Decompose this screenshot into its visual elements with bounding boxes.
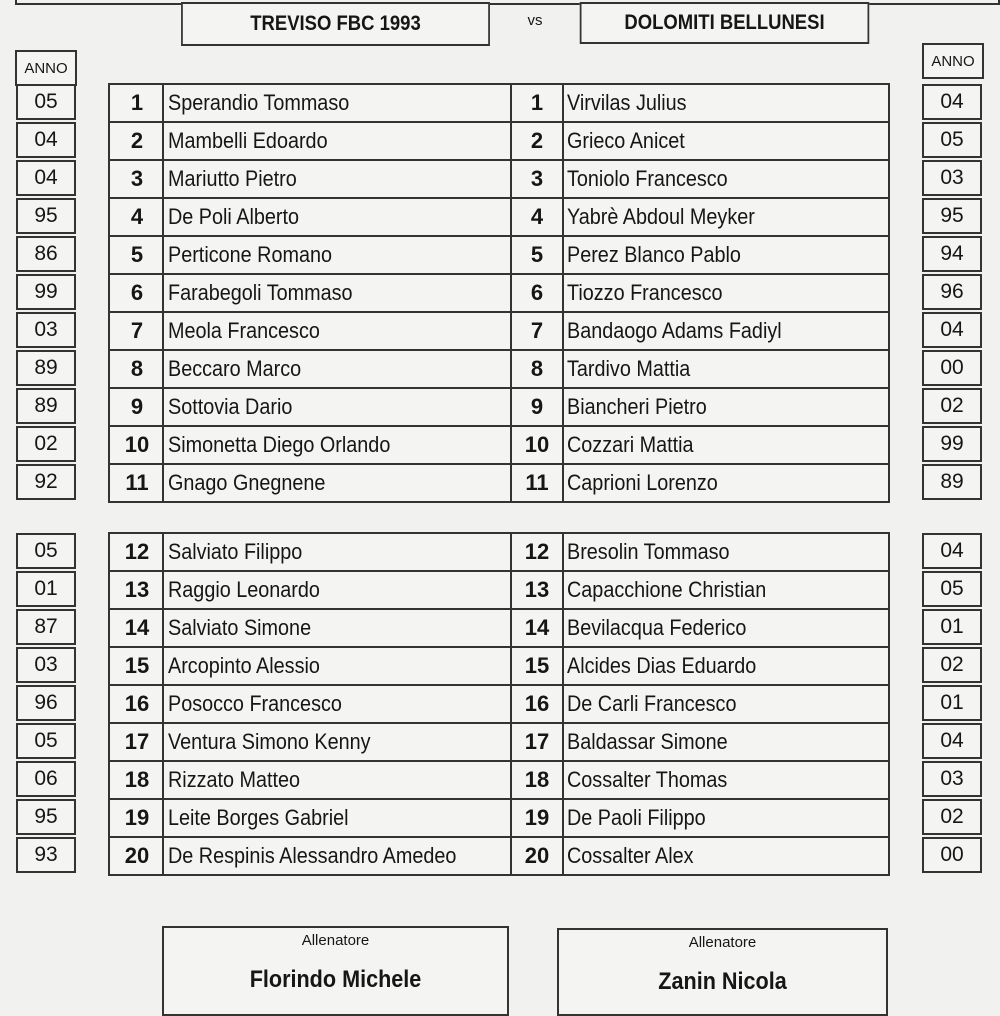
home-player-name: De Respinis Alessandro Amedeo xyxy=(168,843,457,868)
away-birth-year: 02 xyxy=(922,647,982,683)
away-birth-year: 89 xyxy=(922,464,982,500)
home-birth-year: 95 xyxy=(16,799,76,835)
away-player-number: 13 xyxy=(524,577,550,602)
home-player-name: Sottovia Dario xyxy=(168,394,293,419)
away-player-name: Cozzari Mattia xyxy=(567,432,694,457)
home-player-number: 15 xyxy=(124,653,150,678)
home-player-number: 19 xyxy=(124,805,150,830)
home-coach-name: Florindo Michele xyxy=(249,966,422,993)
home-player-name: Ventura Simono Kenny xyxy=(168,729,371,754)
home-birth-year: 87 xyxy=(16,609,76,645)
home-player-number: 4 xyxy=(130,204,144,229)
away-player-number: 18 xyxy=(524,767,550,792)
player-row xyxy=(110,275,888,313)
away-coach-box xyxy=(557,928,888,1016)
away-player-name: Perez Blanco Pablo xyxy=(567,242,741,267)
home-player-number: 17 xyxy=(124,729,150,754)
away-birth-year: 94 xyxy=(922,236,982,272)
away-birth-year: 03 xyxy=(922,160,982,196)
away-birth-year: 01 xyxy=(922,685,982,721)
home-player-name: Simonetta Diego Orlando xyxy=(168,432,391,457)
home-birth-year: 92 xyxy=(16,464,76,500)
player-row xyxy=(110,534,888,572)
home-player-number: 2 xyxy=(130,128,144,153)
away-player-name: Yabrè Abdoul Meyker xyxy=(567,204,755,229)
home-player-number: 20 xyxy=(124,843,150,868)
home-birth-year: 89 xyxy=(16,350,76,386)
home-birth-year: 05 xyxy=(16,533,76,569)
away-birth-year: 02 xyxy=(922,799,982,835)
home-player-name: Farabegoli Tommaso xyxy=(168,280,353,305)
away-player-number: 16 xyxy=(524,691,550,716)
player-row xyxy=(110,724,888,762)
home-birth-year: 93 xyxy=(16,837,76,873)
away-birth-year: 04 xyxy=(922,312,982,348)
away-team-name: DOLOMITI BELLUNESI xyxy=(580,2,870,44)
away-birth-year: 02 xyxy=(922,388,982,424)
player-row xyxy=(110,686,888,724)
player-row xyxy=(110,237,888,275)
home-player-name: Beccaro Marco xyxy=(168,356,302,381)
player-row xyxy=(110,648,888,686)
home-player-name: Rizzato Matteo xyxy=(168,767,301,792)
away-player-number: 1 xyxy=(530,90,544,115)
away-player-name: Bandaogo Adams Fadiyl xyxy=(567,318,782,343)
home-player-number: 10 xyxy=(124,432,150,457)
away-player-number: 17 xyxy=(524,729,550,754)
away-player-number: 4 xyxy=(530,204,544,229)
player-row xyxy=(110,427,888,465)
home-player-name: Salviato Simone xyxy=(168,615,312,640)
away-player-name: Cossalter Thomas xyxy=(567,767,728,792)
away-player-name: De Carli Francesco xyxy=(567,691,737,716)
home-player-name: De Poli Alberto xyxy=(168,204,299,229)
away-player-name: Baldassar Simone xyxy=(567,729,728,754)
away-birth-year: 04 xyxy=(922,533,982,569)
away-birth-year: 05 xyxy=(922,571,982,607)
home-player-name: Gnago Gnegnene xyxy=(168,470,326,495)
home-player-number: 8 xyxy=(130,356,144,381)
home-birth-year: 99 xyxy=(16,274,76,310)
home-birth-year: 02 xyxy=(16,426,76,462)
away-player-number: 7 xyxy=(530,318,544,343)
away-player-number: 19 xyxy=(524,805,550,830)
home-birth-year: 01 xyxy=(16,571,76,607)
home-birth-year: 96 xyxy=(16,685,76,721)
player-row xyxy=(110,762,888,800)
home-player-name: Arcopinto Alessio xyxy=(168,653,320,678)
home-player-name: Leite Borges Gabriel xyxy=(168,805,349,830)
home-player-number: 11 xyxy=(125,470,149,495)
away-birth-year: 00 xyxy=(922,837,982,873)
home-player-number: 3 xyxy=(130,166,144,191)
home-player-number: 13 xyxy=(124,577,150,602)
away-player-number: 2 xyxy=(530,128,544,153)
away-birth-year: 96 xyxy=(922,274,982,310)
home-player-name: Mariutto Pietro xyxy=(168,166,297,191)
home-birth-year: 05 xyxy=(16,84,76,120)
away-player-name: Tiozzo Francesco xyxy=(567,280,723,305)
home-birth-year: 95 xyxy=(16,198,76,234)
away-birth-year: 03 xyxy=(922,761,982,797)
home-player-number: 9 xyxy=(130,394,144,419)
home-player-name: Raggio Leonardo xyxy=(168,577,320,602)
away-player-number: 8 xyxy=(530,356,544,381)
player-row xyxy=(110,610,888,648)
vs-label: vs xyxy=(527,12,543,29)
player-row xyxy=(110,351,888,389)
away-player-number: 12 xyxy=(524,539,550,564)
away-player-name: Alcides Dias Eduardo xyxy=(567,653,757,678)
away-player-number: 20 xyxy=(524,843,550,868)
substitutes-table xyxy=(108,532,890,876)
away-birth-year: 99 xyxy=(922,426,982,462)
player-row xyxy=(110,313,888,351)
away-player-number: 5 xyxy=(530,242,544,267)
away-player-number: 6 xyxy=(530,280,544,305)
player-row xyxy=(110,123,888,161)
away-player-name: Bresolin Tommaso xyxy=(567,539,730,564)
away-player-number: 3 xyxy=(530,166,544,191)
home-player-name: Sperandio Tommaso xyxy=(168,90,350,115)
player-row xyxy=(110,199,888,237)
home-player-number: 5 xyxy=(130,242,144,267)
away-birth-year: 04 xyxy=(922,723,982,759)
home-player-number: 16 xyxy=(124,691,150,716)
home-player-number: 18 xyxy=(124,767,150,792)
home-player-number: 1 xyxy=(130,90,144,115)
player-row xyxy=(110,800,888,838)
away-player-name: Biancheri Pietro xyxy=(567,394,707,419)
home-player-name: Meola Francesco xyxy=(168,318,320,343)
away-player-number: 15 xyxy=(524,653,550,678)
away-player-number: 10 xyxy=(524,432,550,457)
home-anno-header: ANNO xyxy=(15,50,77,86)
away-player-name: Tardivo Mattia xyxy=(567,356,691,381)
home-coach-box xyxy=(162,926,509,1016)
home-player-number: 7 xyxy=(130,318,144,343)
away-player-name: De Paoli Filippo xyxy=(567,805,706,830)
away-player-name: Grieco Anicet xyxy=(567,128,685,153)
home-birth-year: 05 xyxy=(16,723,76,759)
home-player-number: 12 xyxy=(124,539,150,564)
player-row xyxy=(110,572,888,610)
home-birth-year: 89 xyxy=(16,388,76,424)
starters-table xyxy=(108,83,890,503)
away-player-number: 9 xyxy=(530,394,544,419)
away-player-name: Bevilacqua Federico xyxy=(567,615,747,640)
away-birth-year: 00 xyxy=(922,350,982,386)
home-player-number: 14 xyxy=(124,615,150,640)
home-birth-year: 04 xyxy=(16,160,76,196)
away-birth-year: 01 xyxy=(922,609,982,645)
home-birth-year: 03 xyxy=(16,312,76,348)
home-birth-year: 86 xyxy=(16,236,76,272)
home-player-name: Salviato Filippo xyxy=(168,539,303,564)
away-player-name: Cossalter Alex xyxy=(567,843,694,868)
away-player-number: 14 xyxy=(524,615,550,640)
away-player-number: 11 xyxy=(525,470,549,495)
player-row xyxy=(110,85,888,123)
player-row xyxy=(110,838,888,876)
away-player-name: Caprioni Lorenzo xyxy=(567,470,718,495)
home-birth-year: 06 xyxy=(16,761,76,797)
away-birth-year: 05 xyxy=(922,122,982,158)
away-coach-label: Allenatore xyxy=(688,934,757,951)
away-coach-name: Zanin Nicola xyxy=(658,968,787,995)
player-row xyxy=(110,389,888,427)
home-player-name: Mambelli Edoardo xyxy=(168,128,328,153)
away-player-name: Toniolo Francesco xyxy=(567,166,728,191)
away-anno-header: ANNO xyxy=(922,43,984,79)
home-birth-year: 04 xyxy=(16,122,76,158)
player-row xyxy=(110,161,888,199)
home-player-name: Posocco Francesco xyxy=(168,691,342,716)
home-player-number: 6 xyxy=(130,280,144,305)
home-birth-year: 03 xyxy=(16,647,76,683)
home-player-name: Perticone Romano xyxy=(168,242,332,267)
home-team-name: TREVISO FBC 1993 xyxy=(181,2,490,46)
away-player-name: Virvilas Julius xyxy=(567,90,687,115)
away-birth-year: 95 xyxy=(922,198,982,234)
home-coach-label: Allenatore xyxy=(301,932,370,949)
player-row xyxy=(110,465,888,503)
away-birth-year: 04 xyxy=(922,84,982,120)
away-player-name: Capacchione Christian xyxy=(567,577,767,602)
